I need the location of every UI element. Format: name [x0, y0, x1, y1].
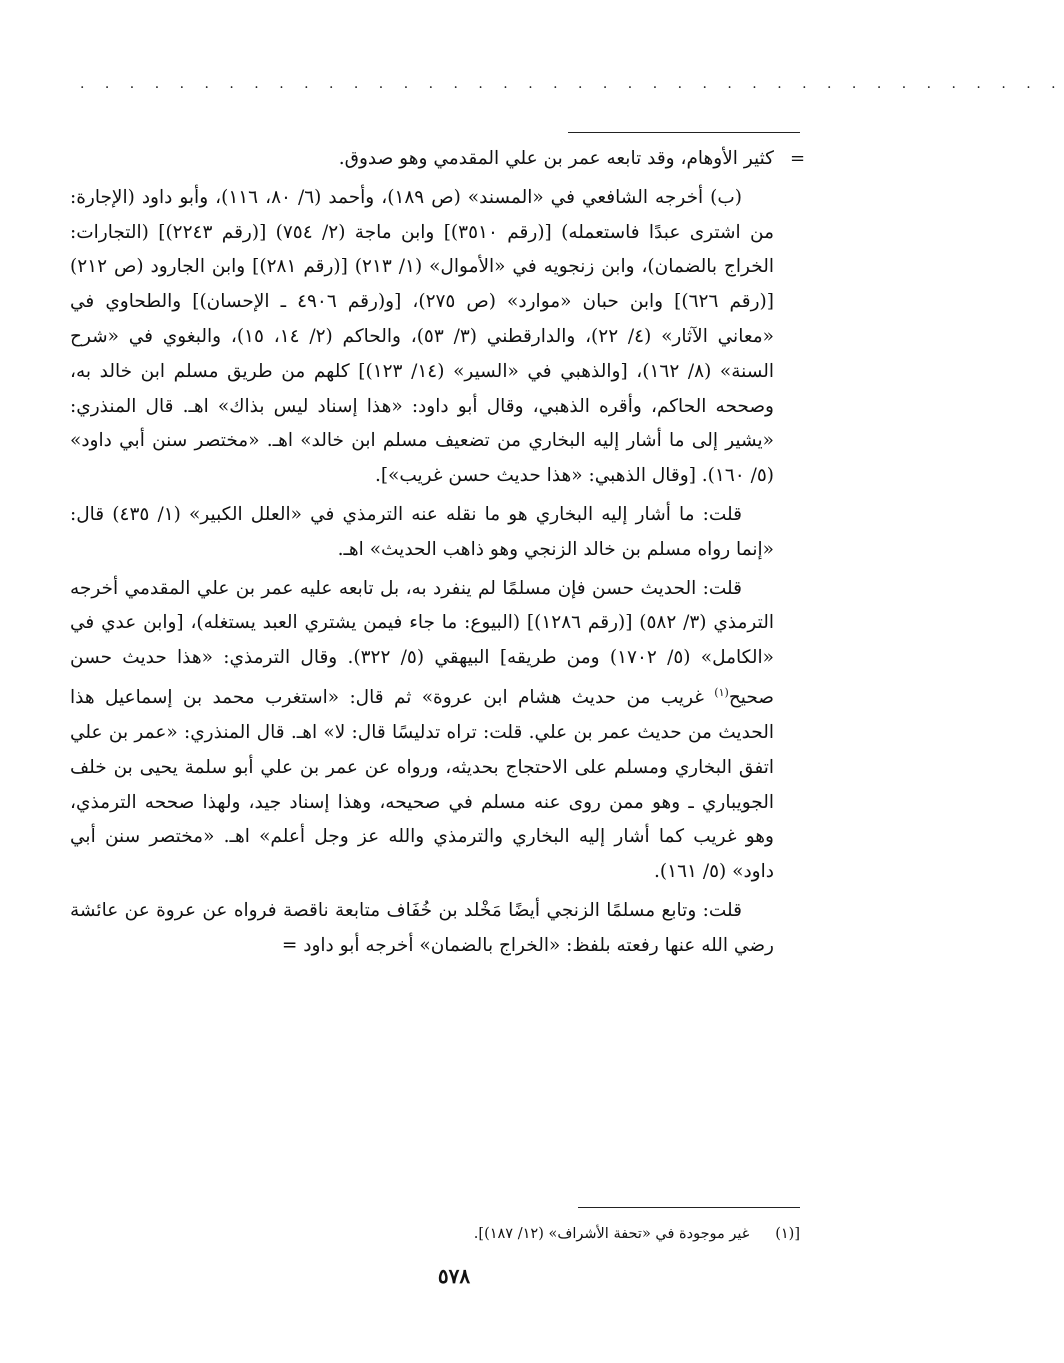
paragraph-qultu-3: قلت: وتابع مسلمًا الزنجي أيضًا مَخْلد بن خُفَاف متابعة ناقصة فرواه عن عروة عن عائشة رضي الله عنها رفعته بلفظ: «الخراج بالضمان» أخرجه أبو داود =	[70, 899, 774, 956]
paragraph-qultu-2-part-1: قلت: الحديث حسن فإن مسلمًا لم ينفرد به، بل تابعه عليه عمر بن علي المقدمي أخرجه الترمذي (٣/ ٥٨٢) [(رقم ١٢٨٦)] (البيوع: ما جاء فيمن يشتري العبد يستغله)، [وابن عدي في «الكامل» (٥/ ١٧٠٢) ومن طريقه] البيهقي (٥/ ٣٢٢). وقال الترمذي: «هذا حديث حسن صحيح	[70, 577, 774, 709]
continuation-marker: =	[790, 148, 806, 169]
footnote-ref[interactable]: (١)	[714, 685, 729, 699]
paragraph-continuation: كثير الأوهام، وقد تابعه عمر بن علي المقدمي وهو صدوق.	[338, 148, 774, 169]
paragraph-qultu-1: قلت: ما أشار إليه البخاري هو ما نقله عنه الترمذي في «العلل الكبير» (١/ ٤٣٥) قال: «إنما رواه مسلم بن خالد الزنجي وهو ذاهب الحديث» اهـ.	[70, 503, 774, 560]
paragraph-b: (ب) أخرجه الشافعي في «المسند» (ص ١٨٩)، وأحمد (٦/ ٨٠، ١١٦)، وأبو داود (الإجارة: من اشترى عبدًا فاستعمله) [(رقم ٣٥١٠)] وابن ماجة (٢/ ٧٥٤) [(رقم ٢٢٤٣)] (التجارات: الخراج بالضمان)، وابن زنجويه في «الأموال» (١/ ٢١٣) [(رقم ٢٨١)] وابن الجارود (ص ٢١٢) [(رقم ٦٢٦)] وابن حبان «موارد» (ص ٢٧٥)، [و(رقم ٤٩٠٦ ـ الإحسان)] والطحاوي في «معاني الآثار» (٤/ ٢٢)، والدارقطني (٣/ ٥٣)، والحاكم (٢/ ١٤، ١٥)، والبغوي في «شرح السنة» (٨/ ١٦٢)، [والذهبي في «السير» (١٤/ ١٢٣)] كلهم من طريق مسلم ابن خالد به، وصححه الحاكم، وأقره الذهبي، وقال أبو داود: «هذا إسناد ليس بذاك» اهـ. قال المنذري: «يشير إلى ما أشار إليه البخاري من تضعيف مسلم ابن خالد» اهـ. «مختصر سنن أبي داود» (٥/ ١٦٠). [وقال الذهبي: «هذا حديث حسن غريب»].	[70, 186, 775, 487]
top-rule	[568, 132, 800, 133]
footnote-rule	[578, 1207, 800, 1208]
main-text	[70, 142, 774, 967]
footnote-number: [(١)	[775, 1226, 800, 1242]
header-dots: · · · · · · · · · · · · · · · · · · · · · · · · · · · · · · · · · · · · · · · ·	[80, 80, 1064, 96]
footnote-text: غير موجودة في «تحفة الأشراف» (١٢/ ١٨٧)].	[473, 1226, 750, 1242]
paragraph-qultu-2	[70, 572, 774, 890]
footnote	[330, 1222, 800, 1246]
page-number: ٥٧٨	[437, 1264, 471, 1288]
paragraph-qultu-2-part-2: غريب من حديث هشام ابن عروة» ثم قال: «استغرب محمد بن إسماعيل هذا الحديث من حديث عمر بن علي. قلت: تراه تدليسًا قال: لا» اهـ. قال المنذري: «عمر بن علي اتفق البخاري ومسلم على الاحتجاج بحديثه، ورواه عن عمر بن علي أبو سلمة يحيى بن خلف الجويباري ـ وهو ممن روى عنه مسلم في صحيحه، وهذا إسناد جيد، ولهذا صححه الترمذي، وهو غريب كما أشار إليه البخاري والترمذي والله عز وجل أعلم» اهـ. «مختصر سنن أبي داود» (٥/ ١٦١).	[70, 687, 774, 883]
